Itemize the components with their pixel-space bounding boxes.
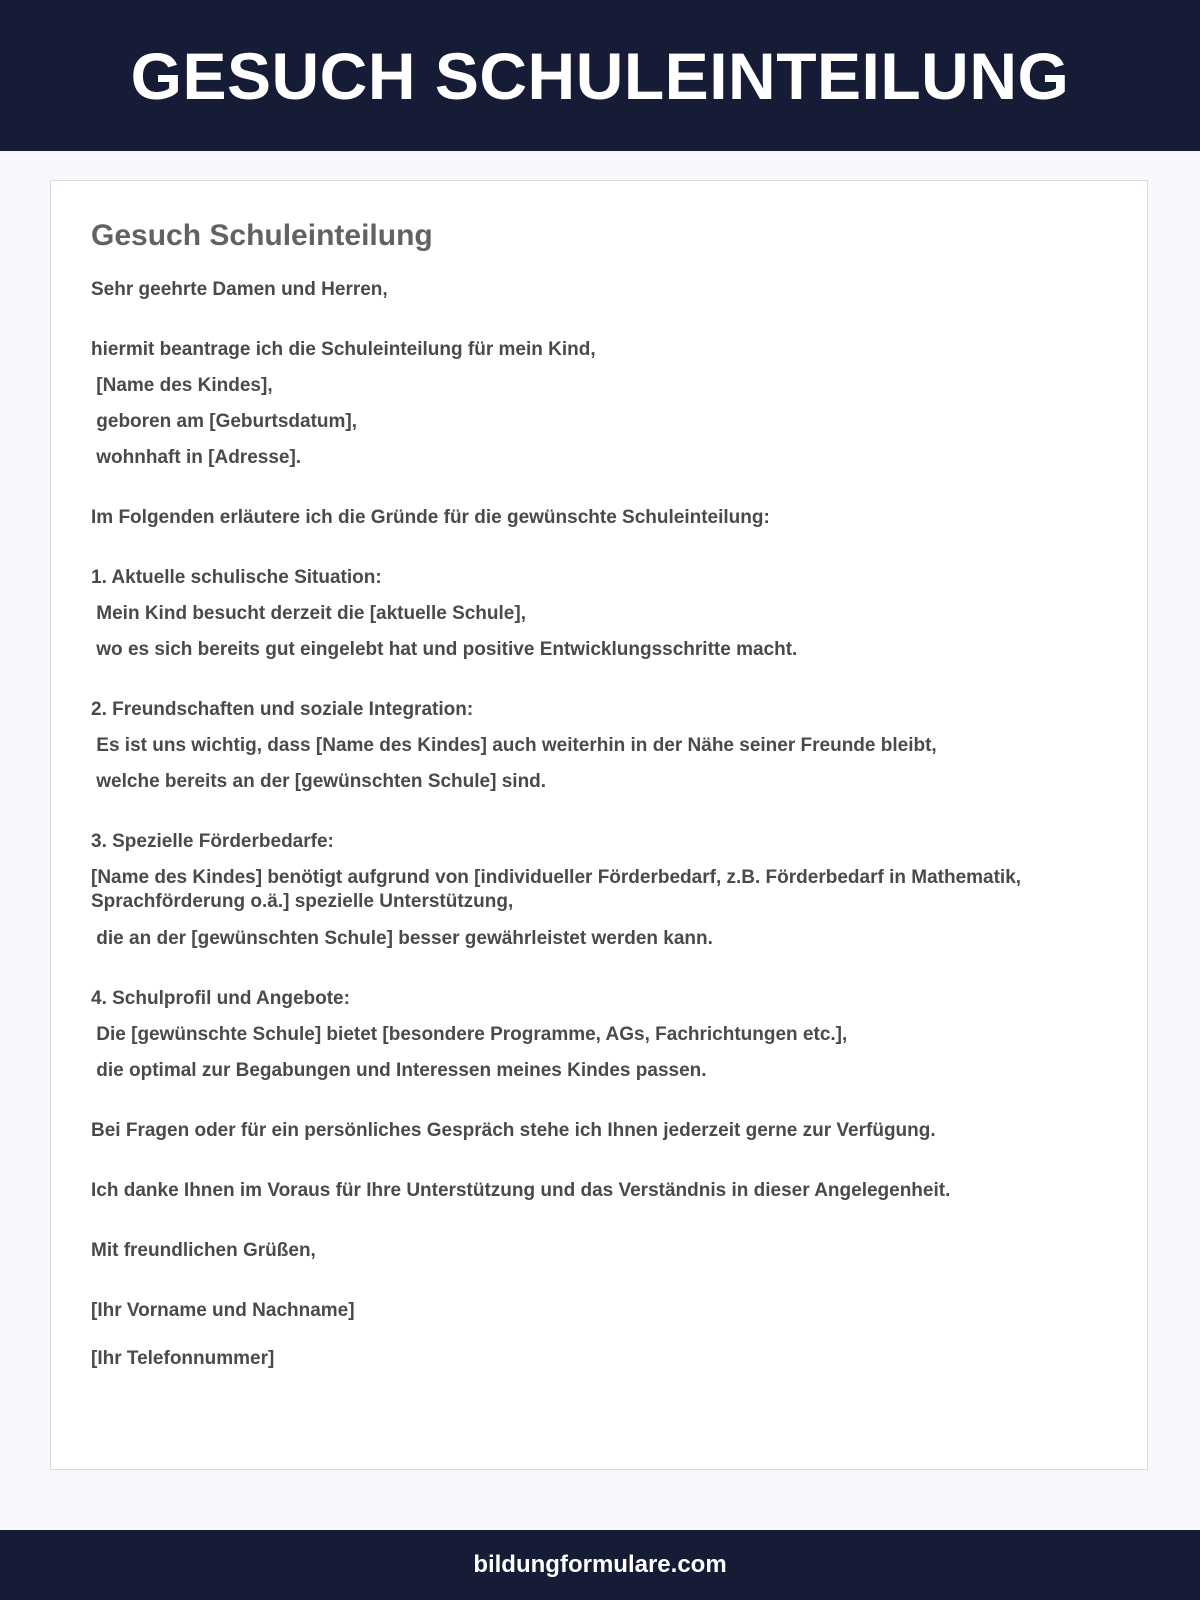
- section-line: welche bereits an der [gewünschten Schule] sind.: [91, 771, 547, 792]
- name-placeholder: [Ihr Vorname und Nachname]: [91, 1300, 355, 1321]
- section-heading: 3. Spezielle Förderbedarfe:: [91, 831, 334, 852]
- document-title: Gesuch Schuleinteilung: [91, 219, 433, 252]
- section-line: wo es sich bereits gut eingelebt hat und positive Entwicklungsschritte macht.: [91, 639, 798, 660]
- section-line: die optimal zur Begabungen und Interessen meines Kindes passen.: [91, 1060, 707, 1081]
- phone-placeholder: [Ihr Telefonnummer]: [91, 1348, 275, 1369]
- intro-line: geboren am [Geburtsdatum],: [91, 411, 358, 432]
- thanks-paragraph: Ich danke Ihnen im Voraus für Ihre Unterstützung und das Verständnis in dieser Angelegenheit.: [91, 1180, 951, 1201]
- salutation: Sehr geehrte Damen und Herren,: [91, 279, 388, 300]
- section-line: Es ist uns wichtig, dass [Name des Kindes] auch weiterhin in der Nähe seiner Freunde bleibt,: [91, 735, 937, 756]
- reasons-intro: Im Folgenden erläutere ich die Gründe für die gewünschte Schuleinteilung:: [91, 507, 770, 528]
- footer-site: bildungformulare.com: [473, 1551, 727, 1578]
- section-heading: 4. Schulprofil und Angebote:: [91, 988, 350, 1009]
- questions-paragraph: Bei Fragen oder für ein persönliches Gespräch stehe ich Ihnen jederzeit gerne zur Verfügung.: [91, 1120, 936, 1141]
- section-heading: 1. Aktuelle schulische Situation:: [91, 567, 382, 588]
- section-line: [Name des Kindes] benötigt aufgrund von [individueller Förderbedarf, z.B. Förderbedarf in Mathematik, Sprachförderung o.ä.] spezielle Unterstützung,: [91, 867, 1027, 912]
- section-heading: 2. Freundschaften und soziale Integration:: [91, 699, 474, 720]
- closing: Mit freundlichen Grüßen,: [91, 1240, 316, 1261]
- header-banner: [0, 0, 1200, 151]
- intro-line: [Name des Kindes],: [91, 375, 273, 396]
- section-line: Die [gewünschte Schule] bietet [besondere Programme, AGs, Fachrichtungen etc.],: [91, 1024, 848, 1045]
- section-line: Mein Kind besucht derzeit die [aktuelle Schule],: [91, 603, 526, 624]
- intro-line: wohnhaft in [Adresse].: [91, 447, 302, 468]
- section-line: die an der [gewünschten Schule] besser gewährleistet werden kann.: [91, 928, 713, 949]
- intro-line: hiermit beantrage ich die Schuleinteilung für mein Kind,: [91, 339, 596, 360]
- document-card: [50, 180, 1148, 1470]
- page-title: GESUCH SCHULEINTEILUNG: [130, 38, 1070, 113]
- footer-banner: [0, 1530, 1200, 1600]
